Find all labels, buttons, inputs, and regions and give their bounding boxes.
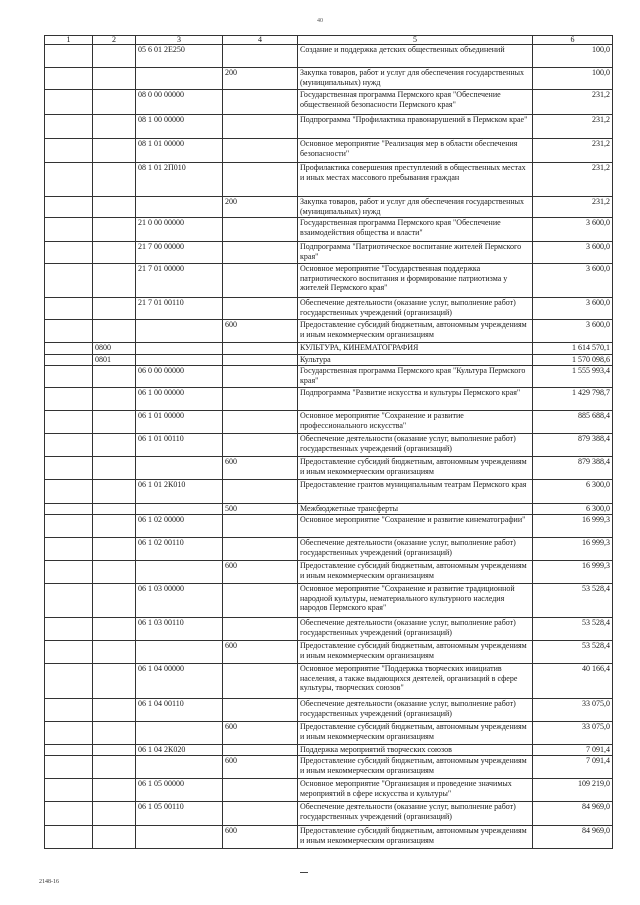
description-cell: Подпрограмма "Развитие искусства и культуры Пермского края" xyxy=(298,388,533,411)
col-1-cell xyxy=(45,163,93,197)
table-row xyxy=(45,802,613,826)
expense-type-cell xyxy=(223,618,298,641)
table-row xyxy=(45,163,613,197)
target-code-cell: 06 1 01 00110 xyxy=(136,434,223,457)
expense-type-cell xyxy=(223,264,298,298)
section-code-cell xyxy=(93,584,136,618)
expense-type-cell xyxy=(223,218,298,242)
description-cell: Основное мероприятие "Сохранение и развитие традиционной народной культуры, нематериального культурного наследия народов Пермского края" xyxy=(298,584,533,618)
expense-type-cell xyxy=(223,434,298,457)
col-1-cell xyxy=(45,68,93,90)
expense-type-cell xyxy=(223,45,298,68)
amount-cell: 40 166,4 xyxy=(533,664,613,699)
expense-type-cell xyxy=(223,538,298,561)
description-cell: Государственная программа Пермского края "Обеспечение общественной безопасности Пермского края" xyxy=(298,90,533,115)
col-1-cell xyxy=(45,515,93,538)
target-code-cell: 06 1 01 2К010 xyxy=(136,480,223,504)
amount-cell: 7 091,4 xyxy=(533,745,613,756)
target-code-cell xyxy=(136,561,223,584)
table-row xyxy=(45,699,613,722)
section-code-cell xyxy=(93,218,136,242)
column-header-6: 6 xyxy=(533,36,613,45)
amount-cell: 231,2 xyxy=(533,139,613,163)
expense-type-cell xyxy=(223,242,298,264)
description-cell: Создание и поддержка детских общественных объединений xyxy=(298,45,533,68)
target-code-cell: 06 1 05 00110 xyxy=(136,802,223,826)
section-code-cell xyxy=(93,197,136,218)
amount-cell: 879 388,4 xyxy=(533,457,613,480)
section-code-cell xyxy=(93,699,136,722)
section-code-cell xyxy=(93,68,136,90)
table-row xyxy=(45,779,613,802)
description-cell: Основное мероприятие "Организация и проведение значимых мероприятий в сфере искусства и культуры" xyxy=(298,779,533,802)
table-row xyxy=(45,504,613,515)
col-1-cell xyxy=(45,779,93,802)
section-code-cell xyxy=(93,163,136,197)
amount-cell: 6 300,0 xyxy=(533,480,613,504)
col-1-cell xyxy=(45,242,93,264)
amount-cell: 84 969,0 xyxy=(533,802,613,826)
table-row xyxy=(45,538,613,561)
section-code-cell xyxy=(93,779,136,802)
expense-type-cell: 600 xyxy=(223,457,298,480)
section-code-cell xyxy=(93,618,136,641)
amount-cell: 33 075,0 xyxy=(533,722,613,745)
amount-cell: 53 528,4 xyxy=(533,618,613,641)
amount-cell: 53 528,4 xyxy=(533,584,613,618)
section-code-cell xyxy=(93,298,136,320)
table-row xyxy=(45,366,613,388)
table-row xyxy=(45,561,613,584)
col-1-cell xyxy=(45,139,93,163)
description-cell: Предоставление субсидий бюджетным, автономным учреждениям и иным некоммерческим организациям xyxy=(298,756,533,779)
expense-type-cell: 500 xyxy=(223,504,298,515)
col-1-cell xyxy=(45,802,93,826)
expense-type-cell xyxy=(223,355,298,366)
table-row xyxy=(45,343,613,355)
bottom-mark xyxy=(300,872,308,873)
target-code-cell: 08 0 00 00000 xyxy=(136,90,223,115)
description-cell: Обеспечение деятельности (оказание услуг, выполнение работ) государственных учреждений (организаций) xyxy=(298,618,533,641)
target-code-cell: 06 1 02 00000 xyxy=(136,515,223,538)
table-body xyxy=(45,45,613,849)
amount-cell: 1 570 098,6 xyxy=(533,355,613,366)
section-code-cell xyxy=(93,802,136,826)
section-code-cell xyxy=(93,480,136,504)
col-1-cell xyxy=(45,366,93,388)
col-1-cell xyxy=(45,756,93,779)
description-cell: Предоставление грантов муниципальным театрам Пермского края xyxy=(298,480,533,504)
table-row xyxy=(45,745,613,756)
table-row xyxy=(45,139,613,163)
expense-type-cell: 600 xyxy=(223,320,298,343)
column-header-1: 1 xyxy=(45,36,93,45)
expense-type-cell xyxy=(223,139,298,163)
column-header-3: 3 xyxy=(136,36,223,45)
target-code-cell: 06 1 03 00110 xyxy=(136,618,223,641)
amount-cell: 3 600,0 xyxy=(533,218,613,242)
amount-cell: 885 688,4 xyxy=(533,411,613,434)
description-cell: Предоставление субсидий бюджетным, автономным учреждениям и иным некоммерческим организациям xyxy=(298,320,533,343)
col-1-cell xyxy=(45,388,93,411)
section-code-cell xyxy=(93,366,136,388)
description-cell: Основное мероприятие "Поддержка творческих инициатив населения, а также выдающихся деятелей, организаций в сфере культуры, творческих союзов" xyxy=(298,664,533,699)
col-1-cell xyxy=(45,411,93,434)
amount-cell: 231,2 xyxy=(533,197,613,218)
target-code-cell xyxy=(136,641,223,664)
description-cell: Закупка товаров, работ и услуг для обеспечения государственных (муниципальных) нужд xyxy=(298,68,533,90)
col-1-cell xyxy=(45,90,93,115)
col-1-cell xyxy=(45,320,93,343)
target-code-cell: 06 1 02 00110 xyxy=(136,538,223,561)
col-1-cell xyxy=(45,826,93,849)
description-cell: Обеспечение деятельности (оказание услуг, выполнение работ) государственных учреждений (организаций) xyxy=(298,434,533,457)
table-row xyxy=(45,411,613,434)
target-code-cell: 06 0 00 00000 xyxy=(136,366,223,388)
table-row xyxy=(45,68,613,90)
col-1-cell xyxy=(45,641,93,664)
col-1-cell xyxy=(45,434,93,457)
amount-cell: 100,0 xyxy=(533,45,613,68)
table-row xyxy=(45,480,613,504)
table-row xyxy=(45,115,613,139)
target-code-cell: 06 1 04 00110 xyxy=(136,699,223,722)
amount-cell: 879 388,4 xyxy=(533,434,613,457)
section-code-cell xyxy=(93,504,136,515)
target-code-cell xyxy=(136,355,223,366)
target-code-cell: 08 1 01 00000 xyxy=(136,139,223,163)
section-code-cell xyxy=(93,264,136,298)
amount-cell: 231,2 xyxy=(533,163,613,197)
table-row xyxy=(45,355,613,366)
expense-type-cell: 600 xyxy=(223,561,298,584)
footer-code: 2148-16 xyxy=(39,879,59,885)
target-code-cell: 06 1 01 00000 xyxy=(136,411,223,434)
section-code-cell xyxy=(93,745,136,756)
amount-cell: 7 091,4 xyxy=(533,756,613,779)
expense-type-cell xyxy=(223,366,298,388)
expense-type-cell xyxy=(223,298,298,320)
table-row xyxy=(45,457,613,480)
table-row xyxy=(45,756,613,779)
section-code-cell xyxy=(93,90,136,115)
section-code-cell xyxy=(93,457,136,480)
section-code-cell xyxy=(93,641,136,664)
expense-type-cell xyxy=(223,480,298,504)
amount-cell: 1 614 570,1 xyxy=(533,343,613,355)
description-cell: Предоставление субсидий бюджетным, автономным учреждениям и иным некоммерческим организациям xyxy=(298,457,533,480)
section-code-cell xyxy=(93,139,136,163)
col-1-cell xyxy=(45,264,93,298)
target-code-cell xyxy=(136,722,223,745)
table-row xyxy=(45,515,613,538)
table-row xyxy=(45,664,613,699)
amount-cell: 53 528,4 xyxy=(533,641,613,664)
target-code-cell: 06 1 00 00000 xyxy=(136,388,223,411)
target-code-cell xyxy=(136,197,223,218)
col-1-cell xyxy=(45,618,93,641)
amount-cell: 6 300,0 xyxy=(533,504,613,515)
section-code-cell xyxy=(93,388,136,411)
expense-type-cell xyxy=(223,343,298,355)
table-row xyxy=(45,90,613,115)
expense-type-cell xyxy=(223,411,298,434)
description-cell: Предоставление субсидий бюджетным, автономным учреждениям и иным некоммерческим организациям xyxy=(298,826,533,849)
col-1-cell xyxy=(45,561,93,584)
target-code-cell: 06 1 05 00000 xyxy=(136,779,223,802)
description-cell: Поддержка мероприятий творческих союзов xyxy=(298,745,533,756)
expense-type-cell: 200 xyxy=(223,197,298,218)
col-1-cell xyxy=(45,699,93,722)
target-code-cell: 08 1 01 2П010 xyxy=(136,163,223,197)
description-cell: Обеспечение деятельности (оказание услуг, выполнение работ) государственных учреждений (организаций) xyxy=(298,699,533,722)
col-1-cell xyxy=(45,197,93,218)
target-code-cell: 08 1 00 00000 xyxy=(136,115,223,139)
target-code-cell: 06 1 04 2К020 xyxy=(136,745,223,756)
col-1-cell xyxy=(45,664,93,699)
section-code-cell xyxy=(93,561,136,584)
column-header-2: 2 xyxy=(93,36,136,45)
amount-cell: 109 219,0 xyxy=(533,779,613,802)
expense-type-cell xyxy=(223,779,298,802)
expense-type-cell xyxy=(223,745,298,756)
section-code-cell xyxy=(93,411,136,434)
table-row xyxy=(45,388,613,411)
section-code-cell: 0800 xyxy=(93,343,136,355)
description-cell: Закупка товаров, работ и услуг для обеспечения государственных (муниципальных) нужд xyxy=(298,197,533,218)
section-code-cell: 0801 xyxy=(93,355,136,366)
section-code-cell xyxy=(93,756,136,779)
section-code-cell xyxy=(93,826,136,849)
target-code-cell xyxy=(136,68,223,90)
description-cell: Основное мероприятие "Государственная поддержка патриотического воспитания и формирование патриотизма у жителей Пермского края" xyxy=(298,264,533,298)
amount-cell: 100,0 xyxy=(533,68,613,90)
description-cell: Государственная программа Пермского края "Обеспечение взаимодействия общества и власти" xyxy=(298,218,533,242)
col-1-cell xyxy=(45,115,93,139)
section-code-cell xyxy=(93,722,136,745)
section-code-cell xyxy=(93,538,136,561)
column-header-5: 5 xyxy=(298,36,533,45)
section-code-cell xyxy=(93,434,136,457)
col-1-cell xyxy=(45,584,93,618)
amount-cell: 3 600,0 xyxy=(533,320,613,343)
target-code-cell xyxy=(136,826,223,849)
expense-type-cell: 600 xyxy=(223,756,298,779)
table-row xyxy=(45,722,613,745)
amount-cell: 3 600,0 xyxy=(533,264,613,298)
page-number: 40 xyxy=(317,18,323,24)
amount-cell: 231,2 xyxy=(533,115,613,139)
table-row xyxy=(45,826,613,849)
amount-cell: 16 999,3 xyxy=(533,515,613,538)
header-row xyxy=(45,36,613,45)
expense-type-cell xyxy=(223,115,298,139)
amount-cell: 16 999,3 xyxy=(533,561,613,584)
table-row xyxy=(45,264,613,298)
description-cell: Культура xyxy=(298,355,533,366)
description-cell: Подпрограмма "Профилактика правонарушений в Пермском крае" xyxy=(298,115,533,139)
expense-type-cell xyxy=(223,584,298,618)
col-1-cell xyxy=(45,343,93,355)
expense-type-cell xyxy=(223,163,298,197)
expense-type-cell: 600 xyxy=(223,722,298,745)
col-1-cell xyxy=(45,355,93,366)
expense-type-cell xyxy=(223,802,298,826)
description-cell: Основное мероприятие "Сохранение и развитие кинематографии" xyxy=(298,515,533,538)
amount-cell: 16 999,3 xyxy=(533,538,613,561)
table-row xyxy=(45,45,613,68)
table-row xyxy=(45,298,613,320)
col-1-cell xyxy=(45,298,93,320)
description-cell: Основное мероприятие "Сохранение и развитие профессионального искусства" xyxy=(298,411,533,434)
description-cell: Обеспечение деятельности (оказание услуг, выполнение работ) государственных учреждений (организаций) xyxy=(298,538,533,561)
table-row xyxy=(45,434,613,457)
section-code-cell xyxy=(93,515,136,538)
description-cell: Подпрограмма "Патриотическое воспитание жителей Пермского края" xyxy=(298,242,533,264)
table-row xyxy=(45,242,613,264)
section-code-cell xyxy=(93,45,136,68)
col-1-cell xyxy=(45,45,93,68)
table-row xyxy=(45,584,613,618)
amount-cell: 1 555 993,4 xyxy=(533,366,613,388)
table-row xyxy=(45,218,613,242)
col-1-cell xyxy=(45,457,93,480)
description-cell: Основное мероприятие "Реализация мер в области обеспечения безопасности" xyxy=(298,139,533,163)
target-code-cell: 21 0 00 00000 xyxy=(136,218,223,242)
amount-cell: 3 600,0 xyxy=(533,242,613,264)
target-code-cell xyxy=(136,343,223,355)
description-cell: Предоставление субсидий бюджетным, автономным учреждениям и иным некоммерческим организациям xyxy=(298,561,533,584)
amount-cell: 3 600,0 xyxy=(533,298,613,320)
description-cell: Государственная программа Пермского края "Культура Пермского края" xyxy=(298,366,533,388)
col-1-cell xyxy=(45,504,93,515)
section-code-cell xyxy=(93,115,136,139)
table-row xyxy=(45,197,613,218)
section-code-cell xyxy=(93,242,136,264)
table-row xyxy=(45,320,613,343)
amount-cell: 84 969,0 xyxy=(533,826,613,849)
description-cell: Обеспечение деятельности (оказание услуг, выполнение работ) государственных учреждений (организаций) xyxy=(298,802,533,826)
column-header-4: 4 xyxy=(223,36,298,45)
expense-type-cell xyxy=(223,515,298,538)
target-code-cell: 21 7 01 00000 xyxy=(136,264,223,298)
description-cell: Обеспечение деятельности (оказание услуг, выполнение работ) государственных учреждений (организаций) xyxy=(298,298,533,320)
target-code-cell xyxy=(136,457,223,480)
section-code-cell xyxy=(93,320,136,343)
target-code-cell: 21 7 00 00000 xyxy=(136,242,223,264)
amount-cell: 1 429 798,7 xyxy=(533,388,613,411)
col-1-cell xyxy=(45,722,93,745)
target-code-cell xyxy=(136,320,223,343)
col-1-cell xyxy=(45,538,93,561)
expense-type-cell xyxy=(223,699,298,722)
col-1-cell xyxy=(45,218,93,242)
table-row xyxy=(45,618,613,641)
description-cell: Предоставление субсидий бюджетным, автономным учреждениям и иным некоммерческим организациям xyxy=(298,722,533,745)
description-cell: Профилактика совершения преступлений в общественных местах и иных местах массового пребывания граждан xyxy=(298,163,533,197)
col-1-cell xyxy=(45,480,93,504)
expense-type-cell: 600 xyxy=(223,826,298,849)
target-code-cell: 06 1 03 00000 xyxy=(136,584,223,618)
budget-table xyxy=(44,35,613,849)
expense-type-cell xyxy=(223,388,298,411)
target-code-cell xyxy=(136,756,223,779)
expense-type-cell xyxy=(223,90,298,115)
description-cell: Предоставление субсидий бюджетным, автономным учреждениям и иным некоммерческим организациям xyxy=(298,641,533,664)
target-code-cell xyxy=(136,504,223,515)
amount-cell: 33 075,0 xyxy=(533,699,613,722)
expense-type-cell xyxy=(223,664,298,699)
amount-cell: 231,2 xyxy=(533,90,613,115)
target-code-cell: 06 1 04 00000 xyxy=(136,664,223,699)
expense-type-cell: 600 xyxy=(223,641,298,664)
target-code-cell: 05 6 01 2Е250 xyxy=(136,45,223,68)
col-1-cell xyxy=(45,745,93,756)
description-cell: Межбюджетные трансферты xyxy=(298,504,533,515)
description-cell: КУЛЬТУРА, КИНЕМАТОГРАФИЯ xyxy=(298,343,533,355)
expense-type-cell: 200 xyxy=(223,68,298,90)
section-code-cell xyxy=(93,664,136,699)
target-code-cell: 21 7 01 00110 xyxy=(136,298,223,320)
table-row xyxy=(45,641,613,664)
